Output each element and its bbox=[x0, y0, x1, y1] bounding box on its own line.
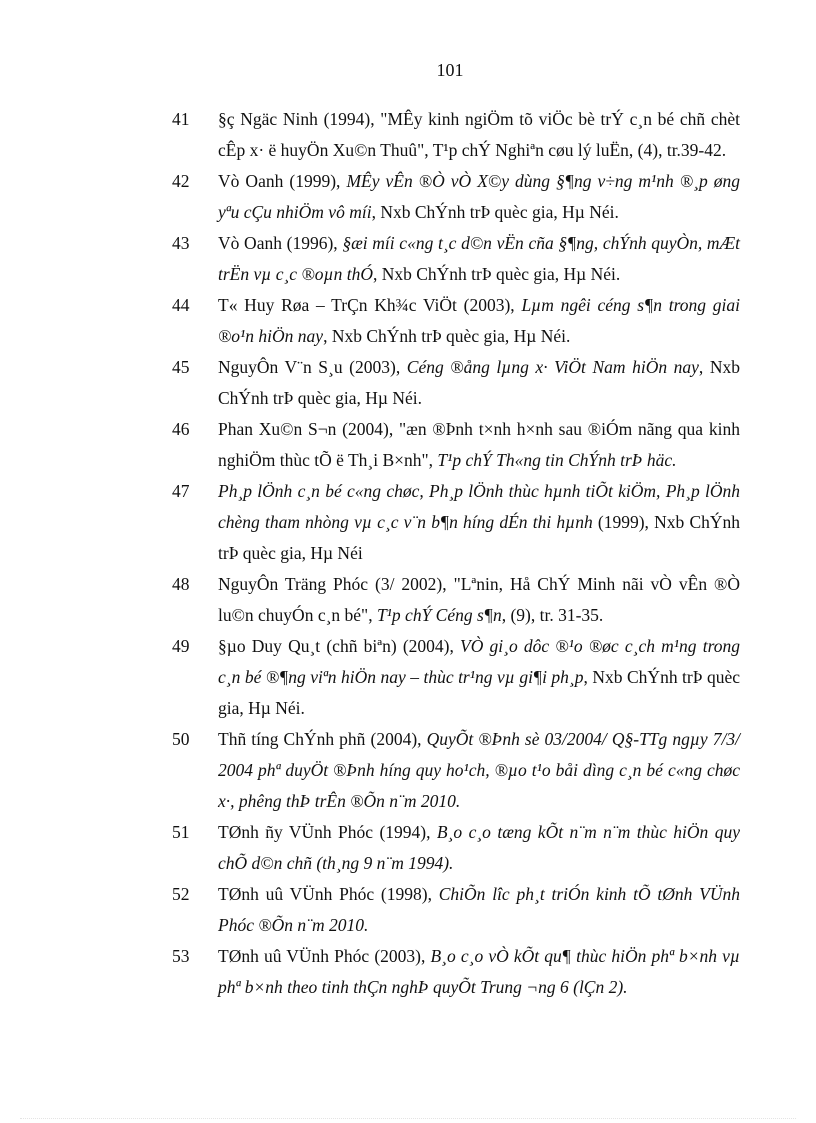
page-bottom-rule bbox=[20, 1118, 796, 1119]
reference-author: Thñ tíng ChÝnh phñ (2004), bbox=[218, 729, 427, 749]
reference-title: T¹p chÝ Céng s¶n bbox=[376, 605, 502, 625]
reference-author: §µo Duy Qu¸t (chñ biªn) (2004), bbox=[218, 636, 461, 656]
reference-author: TØnh uû VÜnh Phóc (2003), bbox=[218, 946, 431, 966]
reference-item bbox=[130, 352, 740, 414]
reference-author: Vò Oanh (1999), bbox=[218, 171, 347, 191]
reference-item bbox=[130, 166, 740, 228]
reference-number: 51 bbox=[172, 822, 190, 842]
reference-author: NguyÔn V¨n S¸u (2003), bbox=[218, 357, 407, 377]
reference-item bbox=[130, 290, 740, 352]
reference-title: Céng ®ång lµng x· ViÖt Nam hiÖn nay bbox=[406, 357, 699, 377]
page-number: 101 bbox=[436, 60, 464, 80]
reference-item bbox=[130, 631, 740, 724]
reference-number: 53 bbox=[172, 946, 190, 966]
reference-number: 50 bbox=[172, 729, 190, 749]
reference-item bbox=[130, 414, 740, 476]
reference-number: 47 bbox=[172, 481, 190, 501]
reference-item bbox=[130, 569, 740, 631]
reference-publisher: , Nxb ChÝnh trÞ quèc gia, Hµ Néi. bbox=[218, 667, 741, 718]
reference-number: 44 bbox=[172, 295, 190, 315]
reference-item bbox=[130, 879, 740, 941]
reference-item bbox=[130, 104, 740, 166]
reference-title: T¹p chÝ Th«ng tin ChÝnh trÞ häc. bbox=[437, 450, 677, 470]
reference-item bbox=[130, 941, 740, 1003]
reference-author: Phan Xu©n S¬n (2004), "æn ®Þnh t×nh h×nh sau ®iÓm nãng qua kinh nghiÖm thùc tÕ ë Th¸i B×nh", bbox=[218, 419, 740, 470]
reference-item bbox=[130, 476, 740, 569]
reference-title: B¸o c¸o vÒ kÕt qu¶ thùc hiÖn phª b×nh vµ phª b×nh theo tinh thÇn nghÞ quyÕt Trung ¬ng 6 (lÇn 2). bbox=[218, 946, 740, 997]
reference-publisher: , Nxb ChÝnh trÞ quèc gia, Hµ Néi. bbox=[372, 264, 621, 284]
reference-list bbox=[130, 104, 740, 1003]
reference-publisher: , Nxb ChÝnh trÞ quèc gia, Hµ Néi. bbox=[371, 202, 619, 222]
reference-title: MÊy vÊn ®Ò vÒ X©y dùng §¶ng v÷ng m¹nh ®¸p øng yªu cÇu nhiÖm vô míi bbox=[218, 171, 740, 222]
reference-title: B¸o c¸o tæng kÕt n¨m n¨m thùc hiÖn quy chÕ d©n chñ (th¸ng 9 n¨m 1994). bbox=[218, 822, 740, 873]
reference-number: 43 bbox=[172, 233, 190, 253]
reference-title: VÒ gi¸o dôc ®¹o ®øc c¸ch m¹ng trong c¸n bé ®¶ng viªn hiÖn nay – thùc tr¹ng vµ gi¶i ph¸p bbox=[218, 636, 740, 687]
reference-publisher: , Nxb ChÝnh trÞ quèc gia, Hµ Néi. bbox=[323, 326, 571, 346]
reference-author: Vò Oanh (1996), bbox=[218, 233, 343, 253]
reference-publisher: , Nxb ChÝnh trÞ quèc gia, Hµ Néi. bbox=[218, 357, 741, 408]
reference-number: 41 bbox=[172, 109, 190, 129]
reference-number: 49 bbox=[172, 636, 190, 656]
reference-number: 42 bbox=[172, 171, 190, 191]
reference-title: Ph¸p lÖnh c¸n bé c«ng chøc, Ph¸p lÖnh thùc hµnh tiÕt kiÖm, Ph¸p lÖnh chèng tham nhòng vµ c¸c v¨n b¶n híng dÉn thi hµnh bbox=[218, 481, 740, 532]
reference-item bbox=[130, 724, 740, 817]
reference-number: 48 bbox=[172, 574, 190, 594]
reference-title: QuyÕt ®Þnh sè 03/2004/ Q§-TTg ngµy 7/3/ 2004 phª duyÖt ®Þnh híng quy ho¹ch, ®µo t¹o båi dìng c¸n bé c«ng chøc x·, phêng thÞ trÊn ®Õn n¨m 2010. bbox=[218, 729, 740, 811]
reference-number: 46 bbox=[172, 419, 190, 439]
reference-author: TØnh uû VÜnh Phóc (1998), bbox=[218, 884, 439, 904]
reference-publisher: , (9), tr. 31-35. bbox=[501, 605, 604, 625]
reference-item bbox=[130, 817, 740, 879]
reference-author: T« Huy Røa – TrÇn Kh¾c ViÖt (2003), bbox=[218, 295, 522, 315]
reference-title: ChiÕn lîc ph¸t triÓn kinh tÕ tØnh VÜnh Phóc ®Õn n¨m 2010. bbox=[218, 884, 740, 935]
reference-title: Lµm ngêi céng s¶n trong giai ®o¹n hiÖn nay bbox=[218, 295, 740, 346]
reference-author: NguyÔn Träng Phóc (3/ 2002), "Lªnin, Hå ChÝ Minh nãi vÒ vÊn ®Ò lu©n chuyÓn c¸n bé", bbox=[218, 574, 740, 625]
reference-item bbox=[130, 228, 740, 290]
reference-text: §ç Ngäc Ninh (1994), "MÊy kinh ngiÖm tõ viÖc bè trÝ c¸n bé chñ chèt cÊp x· ë huyÖn Xu©n Thuû", T¹p chÝ Nghiªn cøu lý luËn, (4), tr.39-42. bbox=[218, 109, 740, 160]
reference-number: 52 bbox=[172, 884, 190, 904]
reference-title: §æi míi c«ng t¸c d©n vËn cña §¶ng, chÝnh quyÒn, mÆt trËn vµ c¸c ®oµn thÓ bbox=[218, 233, 740, 284]
reference-publisher: (1999), Nxb ChÝnh trÞ quèc gia, Hµ Néi bbox=[218, 512, 741, 563]
reference-number: 45 bbox=[172, 357, 190, 377]
reference-author: TØnh ñy VÜnh Phóc (1994), bbox=[218, 822, 437, 842]
